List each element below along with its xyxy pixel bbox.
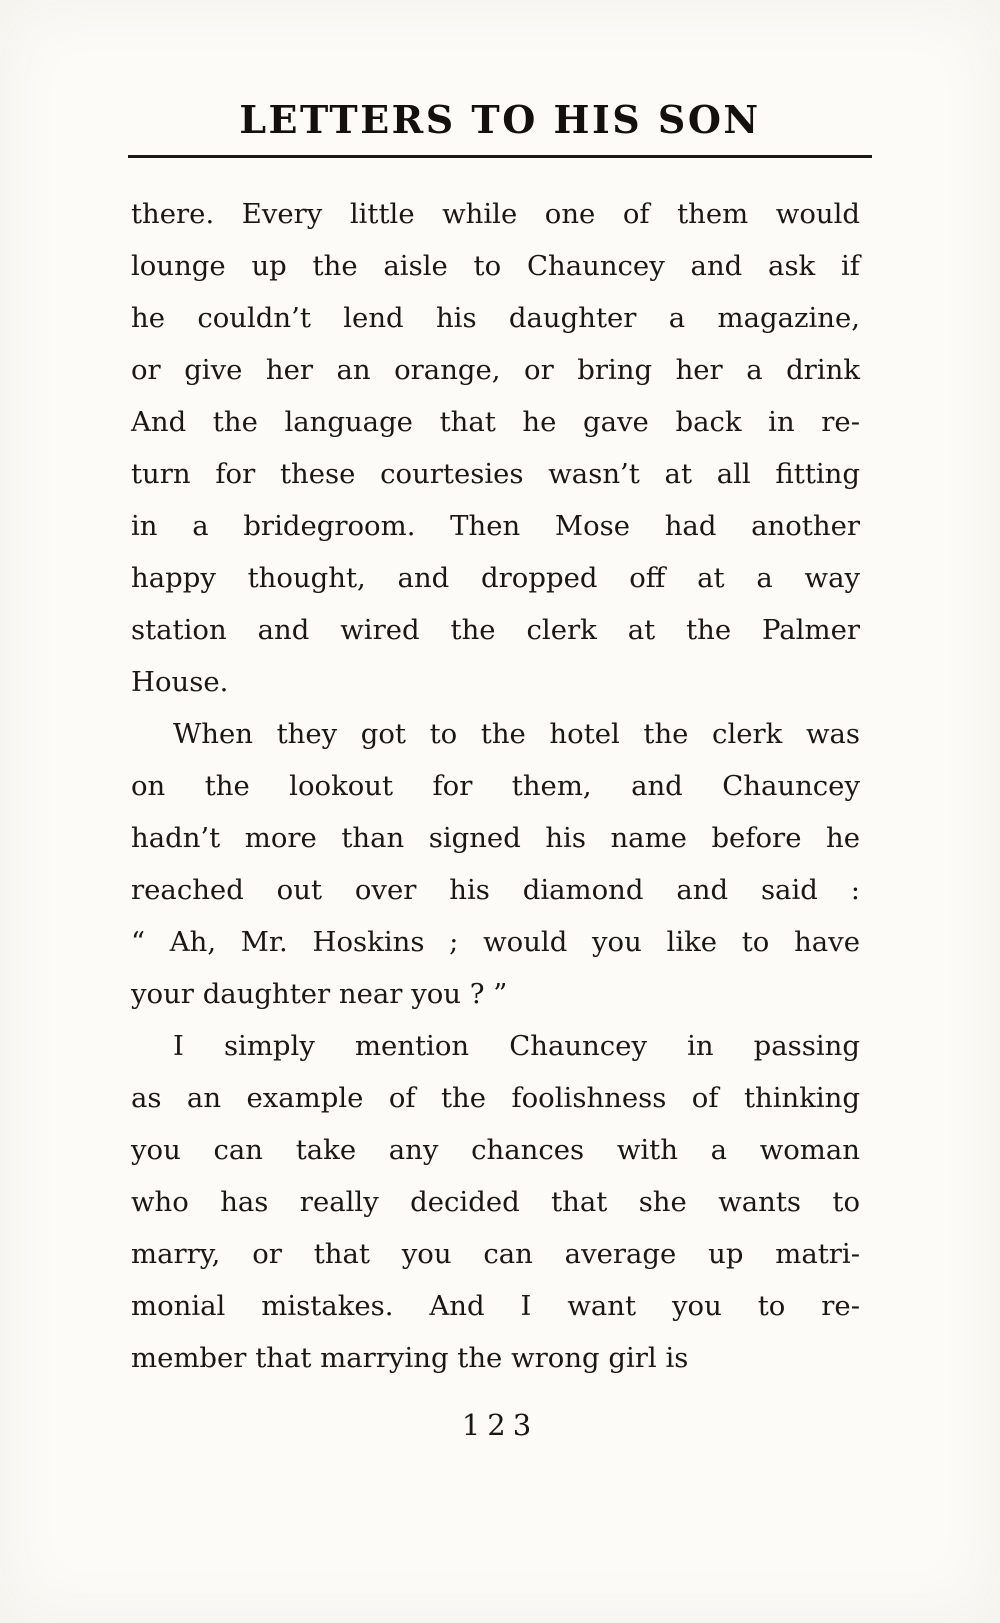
text-line: When they got to the hotel the clerk was (173, 717, 860, 750)
paragraph (131, 708, 860, 1020)
text-line: happy thought, and dropped off at a way (131, 561, 860, 594)
paragraph (131, 188, 860, 708)
running-head-title: LETTERS TO HIS SON (239, 97, 761, 142)
body-text (131, 188, 860, 1384)
text-line: you can take any chances with a woman (131, 1133, 860, 1166)
text-line: member that marrying the wrong girl is (131, 1341, 689, 1374)
page-number: 123 (461, 1407, 539, 1442)
header-rule (128, 155, 872, 158)
text-line: “ Ah, Mr. Hoskins ; would you like to have (131, 925, 860, 958)
text-line: as an example of the foolishness of thinking (131, 1081, 860, 1114)
text-line: there. Every little while one of them would (131, 197, 860, 230)
text-line: monial mistakes. And I want you to re- (131, 1289, 860, 1322)
text-line: House. (131, 665, 229, 698)
paragraph (131, 1020, 860, 1384)
text-line: reached out over his diamond and said : (131, 873, 860, 906)
text-line: he couldn’t lend his daughter a magazine, (131, 301, 860, 334)
text-line: on the lookout for them, and Chauncey (131, 769, 860, 802)
text-line: in a bridegroom. Then Mose had another (131, 509, 860, 542)
text-line: station and wired the clerk at the Palmer (131, 613, 860, 646)
text-line: lounge up the aisle to Chauncey and ask if (131, 249, 860, 282)
text-line: or give her an orange, or bring her a drink (131, 353, 860, 386)
text-line: hadn’t more than signed his name before he (131, 821, 860, 854)
text-line: who has really decided that she wants to (131, 1185, 860, 1218)
text-line: And the language that he gave back in re- (131, 405, 860, 438)
text-line: I simply mention Chauncey in passing (173, 1029, 860, 1062)
text-line: marry, or that you can average up matri- (131, 1237, 860, 1270)
text-line: your daughter near you ? ” (131, 977, 508, 1010)
page-header (0, 98, 1000, 158)
text-line: turn for these courtesies wasn’t at all fitting (131, 457, 860, 490)
